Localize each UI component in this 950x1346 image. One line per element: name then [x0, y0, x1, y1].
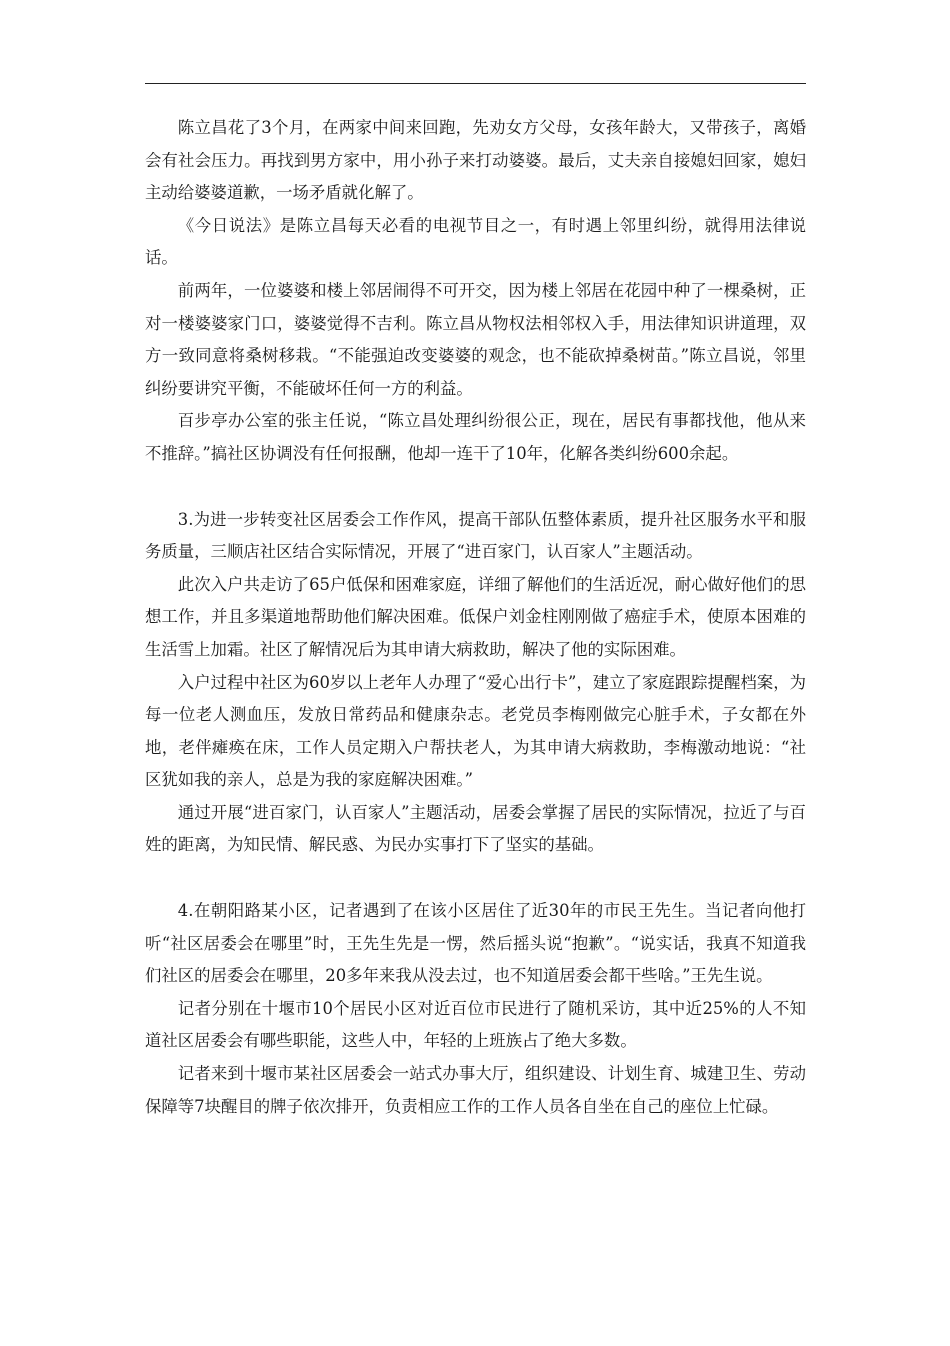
document-body [145, 112, 806, 1123]
section-gap [145, 862, 806, 895]
section-gap [145, 471, 806, 504]
paragraph: 百步亭办公室的张主任说，“陈立昌处理纠纷很公正，现在，居民有事都找他，他从来不推辞。”搞社区协调没有任何报酬，他却一连干了10年，化解各类纠纷600余起。 [145, 411, 806, 463]
paragraph: 前两年，一位婆婆和楼上邻居闹得不可开交，因为楼上邻居在花园中种了一棵桑树，正对一楼婆婆家门口，婆婆觉得不吉利。陈立昌从物权法相邻权入手，用法律知识讲道理，双方一致同意将桑树移栽。“不能强迫改变婆婆的观念，也不能砍掉桑树苗。”陈立昌说，邻里纠纷要讲究平衡，不能破坏任何一方的利益。 [145, 280, 806, 398]
paragraph: 记者来到十堰市某社区居委会一站式办事大厅，组织建设、计划生育、城建卫生、劳动保障等7块醒目的牌子依次排开，负责相应工作的工作人员各自坐在自己的座位上忙碌。 [145, 1064, 806, 1116]
paragraph: 此次入户共走访了65户低保和困难家庭，详细了解他们的生活近况，耐心做好他们的思想工作，并且多渠道地帮助他们解决困难。低保户刘金柱刚刚做了癌症手术，使原本困难的生活雪上加霜。社区了解情况后为其申请大病救助，解决了他的实际困难。 [145, 574, 806, 659]
header-rule [145, 83, 806, 84]
paragraph: 陈立昌花了3个月，在两家中间来回跑，先劝女方父母，女孩年龄大，又带孩子，离婚会有社会压力。再找到男方家中，用小孙子来打动婆婆。最后，丈夫亲自接媳妇回家，媳妇主动给婆婆道歉，一场矛盾就化解了。 [145, 118, 806, 203]
paragraph: 记者分别在十堰市10个居民小区对近百位市民进行了随机采访，其中近25%的人不知道社区居委会有哪些职能，这些人中，年轻的上班族占了绝大多数。 [145, 998, 806, 1051]
paragraph: 通过开展“进百家门，认百家人”主题活动，居委会掌握了居民的实际情况，拉近了与百姓的距离，为知民情、解民惑、为民办实事打下了坚实的基础。 [145, 802, 806, 855]
section-3-heading-paragraph: 3.为进一步转变社区居委会工作作风，提高干部队伍整体素质，提升社区服务水平和服务质量，三顺店社区结合实际情况，开展了“进百家门，认百家人”主题活动。 [145, 509, 806, 562]
paragraph: 入户过程中社区为60岁以上老年人办理了“爱心出行卡”，建立了家庭跟踪提醒档案，为每一位老人测血压，发放日常药品和健康杂志。老党员李梅刚做完心脏手术，子女都在外地，老伴瘫痪在床，工作人员定期入户帮扶老人，为其申请大病救助，李梅激动地说：“社区犹如我的亲人，总是为我的家庭解决困难。” [145, 672, 806, 790]
paragraph: 《今日说法》是陈立昌每天必看的电视节目之一，有时遇上邻里纠纷，就得用法律说话。 [145, 215, 806, 268]
section-4-heading-paragraph: 4.在朝阳路某小区，记者遇到了在该小区居住了近30年的市民王先生。当记者向他打听“社区居委会在哪里”时，王先生先是一愣，然后摇头说“抱歉”。“说实话，我真不知道我们社区的居委会在哪里，20多年来我从没去过，也不知道居委会都干些啥。”王先生说。 [145, 901, 806, 986]
